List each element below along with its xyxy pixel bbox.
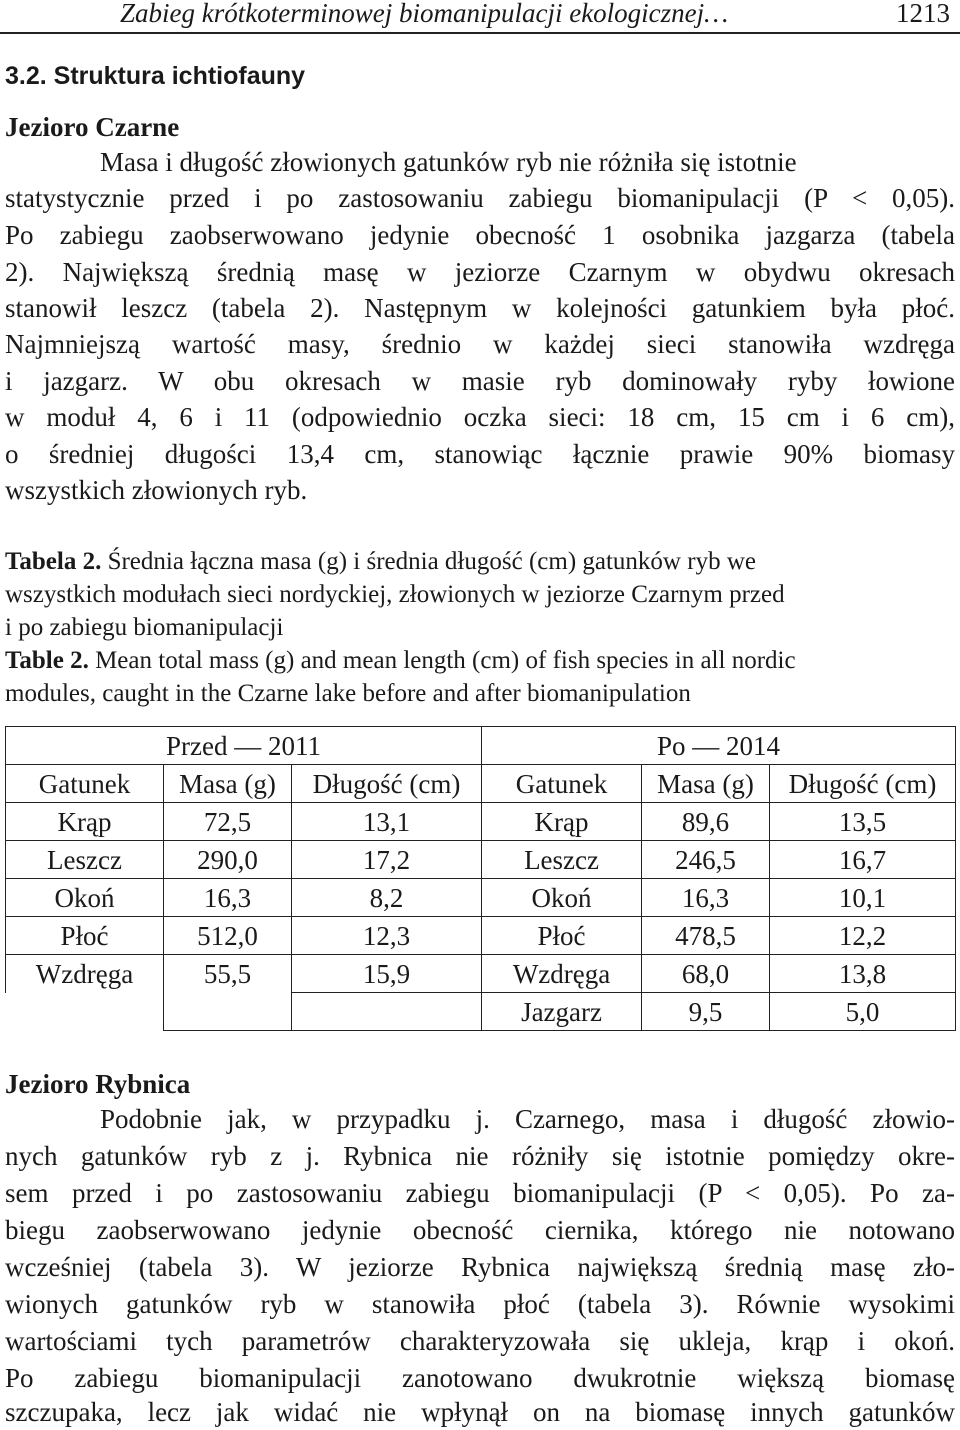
length-cell: 13,5: [770, 803, 956, 841]
paragraph-line: wionych gatunków ryb w stanowiła płoć (tabela 3). Równie wysokimi: [5, 1289, 955, 1319]
table-row: [6, 803, 956, 841]
species-cell: Leszcz: [482, 841, 642, 879]
running-title: Zabieg krótkoterminowej biomanipulacji ekologicznej…: [120, 0, 729, 28]
length-cell: 12,3: [292, 917, 482, 955]
period-before: Przed — 2011: [6, 727, 482, 765]
paragraph-line: i jazgarz. W obu okresach w masie ryb dominowały ryby łowione: [5, 366, 955, 396]
mass-cell: 55,5: [164, 955, 292, 993]
species-cell: Krąp: [6, 803, 164, 841]
species-cell: Okoń: [482, 879, 642, 917]
subsection-heading-rybnica: Jezioro Rybnica: [5, 1069, 191, 1099]
length-cell: 17,2: [292, 841, 482, 879]
paragraph-line: wartościami tych parametrów charakteryzowała się ukleja, krąp i okoń.: [5, 1326, 955, 1356]
mass-cell: 68,0: [642, 955, 770, 993]
mass-cell: 246,5: [642, 841, 770, 879]
mass-cell: [164, 993, 292, 1031]
paragraph-line: sem przed i po zastosowaniu zabiegu biomanipulacji (P < 0,05). Po za-: [5, 1178, 955, 1208]
paragraph-line: o średniej długości 13,4 cm, stanowiąc łącznie prawie 90% biomasy: [5, 439, 955, 469]
running-header: [0, 0, 960, 34]
paragraph-line: Po zabiegu biomanipulacji zanotowano dwukrotnie większą biomasę: [5, 1363, 955, 1393]
paragraph-line: Po zabiegu zaobserwowano jedynie obecność 1 osobnika jazgarza (tabela: [5, 220, 955, 250]
paragraph-line: w moduł 4, 6 i 11 (odpowiednio oczka sieci: 18 cm, 15 cm i 6 cm),: [5, 402, 955, 432]
length-cell: 15,9: [292, 955, 482, 993]
paragraph-line: nych gatunków ryb z j. Rybnica nie różniły się istotnie pomiędzy okre-: [5, 1141, 955, 1171]
table-caption-en-line: modules, caught in the Czarne lake before and after biomanipulation: [5, 680, 691, 707]
mass-cell: 512,0: [164, 917, 292, 955]
period-after: Po — 2014: [482, 727, 956, 765]
table-row: [6, 993, 956, 1031]
species-cell: Leszcz: [6, 841, 164, 879]
length-cell: 5,0: [770, 993, 956, 1031]
length-cell: 13,8: [770, 955, 956, 993]
paragraph-line: Najmniejszą wartość masy, średnio w każdej sieci stanowiła wzdręga: [5, 329, 955, 359]
col-header-mass: Masa (g): [164, 765, 292, 803]
caption-label: Table 2.: [5, 647, 89, 674]
paragraph-line: stanowił leszcz (tabela 2). Następnym w kolejności gatunkiem była płoć.: [5, 293, 955, 323]
table-caption-pl: Tabela 2. Średnia łączna masa (g) i średnia długość (cm) gatunków ryb we: [5, 548, 756, 575]
table-row: [6, 955, 956, 993]
col-header-mass: Masa (g): [642, 765, 770, 803]
length-cell: 10,1: [770, 879, 956, 917]
paragraph-line: Podobnie jak, w przypadku j. Czarnego, masa i długość złowio-: [100, 1104, 955, 1134]
fish-table: [5, 726, 956, 1031]
table-caption-pl-line: i po zabiegu biomanipulacji: [5, 614, 284, 641]
paragraph-line: szczupaka, lecz jak widać nie wpłynął on na biomasę innych gatunków: [5, 1397, 955, 1427]
table-period-row: [6, 727, 956, 765]
paragraph-line: biegu zaobserwowano jedynie obecność ciernika, którego nie notowano: [5, 1215, 955, 1245]
mass-cell: 16,3: [642, 879, 770, 917]
table-caption-pl-line: wszystkich modułach sieci nordyckiej, złowionych w jeziorze Czarnym przed: [5, 581, 785, 608]
paragraph-line: wszystkich złowionych ryb.: [5, 475, 308, 505]
mass-cell: 9,5: [642, 993, 770, 1031]
col-header-length: Długość (cm): [770, 765, 956, 803]
page-number: 1213: [896, 0, 950, 28]
mass-cell: 478,5: [642, 917, 770, 955]
species-cell: Wzdręga: [6, 955, 164, 993]
paragraph-line: statystycznie przed i po zastosowaniu zabiegu biomanipulacji (P < 0,05).: [5, 183, 955, 213]
length-cell: 8,2: [292, 879, 482, 917]
species-cell: Okoń: [6, 879, 164, 917]
subsection-heading-czarne: Jezioro Czarne: [5, 112, 180, 142]
table-header-row: [6, 765, 956, 803]
length-cell: 13,1: [292, 803, 482, 841]
species-cell: Krąp: [482, 803, 642, 841]
species-cell: Wzdręga: [482, 955, 642, 993]
section-heading: 3.2. Struktura ichtiofauny: [5, 62, 306, 90]
mass-cell: 89,6: [642, 803, 770, 841]
paragraph-line: 2). Największą średnią masę w jeziorze Czarnym w obydwu okresach: [5, 257, 955, 287]
mass-cell: 16,3: [164, 879, 292, 917]
mass-cell: 290,0: [164, 841, 292, 879]
table-row: [6, 841, 956, 879]
paragraph-line: Masa i długość złowionych gatunków ryb nie różniła się istotnie: [100, 147, 797, 177]
caption-label: Tabela 2.: [5, 548, 102, 575]
species-cell: Płoć: [6, 917, 164, 955]
table-row: [6, 879, 956, 917]
table-caption-en: Table 2. Mean total mass (g) and mean length (cm) of fish species in all nordic: [5, 647, 796, 674]
mass-cell: 72,5: [164, 803, 292, 841]
length-cell: 12,2: [770, 917, 956, 955]
col-header-species: Gatunek: [6, 765, 164, 803]
table-row: [6, 917, 956, 955]
species-cell: Płoć: [482, 917, 642, 955]
col-header-species: Gatunek: [482, 765, 642, 803]
col-header-length: Długość (cm): [292, 765, 482, 803]
paragraph-line: wcześniej (tabela 3). W jeziorze Rybnica największą średnią masę zło-: [5, 1252, 955, 1282]
species-cell: [6, 993, 164, 1031]
species-cell: Jazgarz: [482, 993, 642, 1031]
length-cell: 16,7: [770, 841, 956, 879]
length-cell: [292, 993, 482, 1031]
